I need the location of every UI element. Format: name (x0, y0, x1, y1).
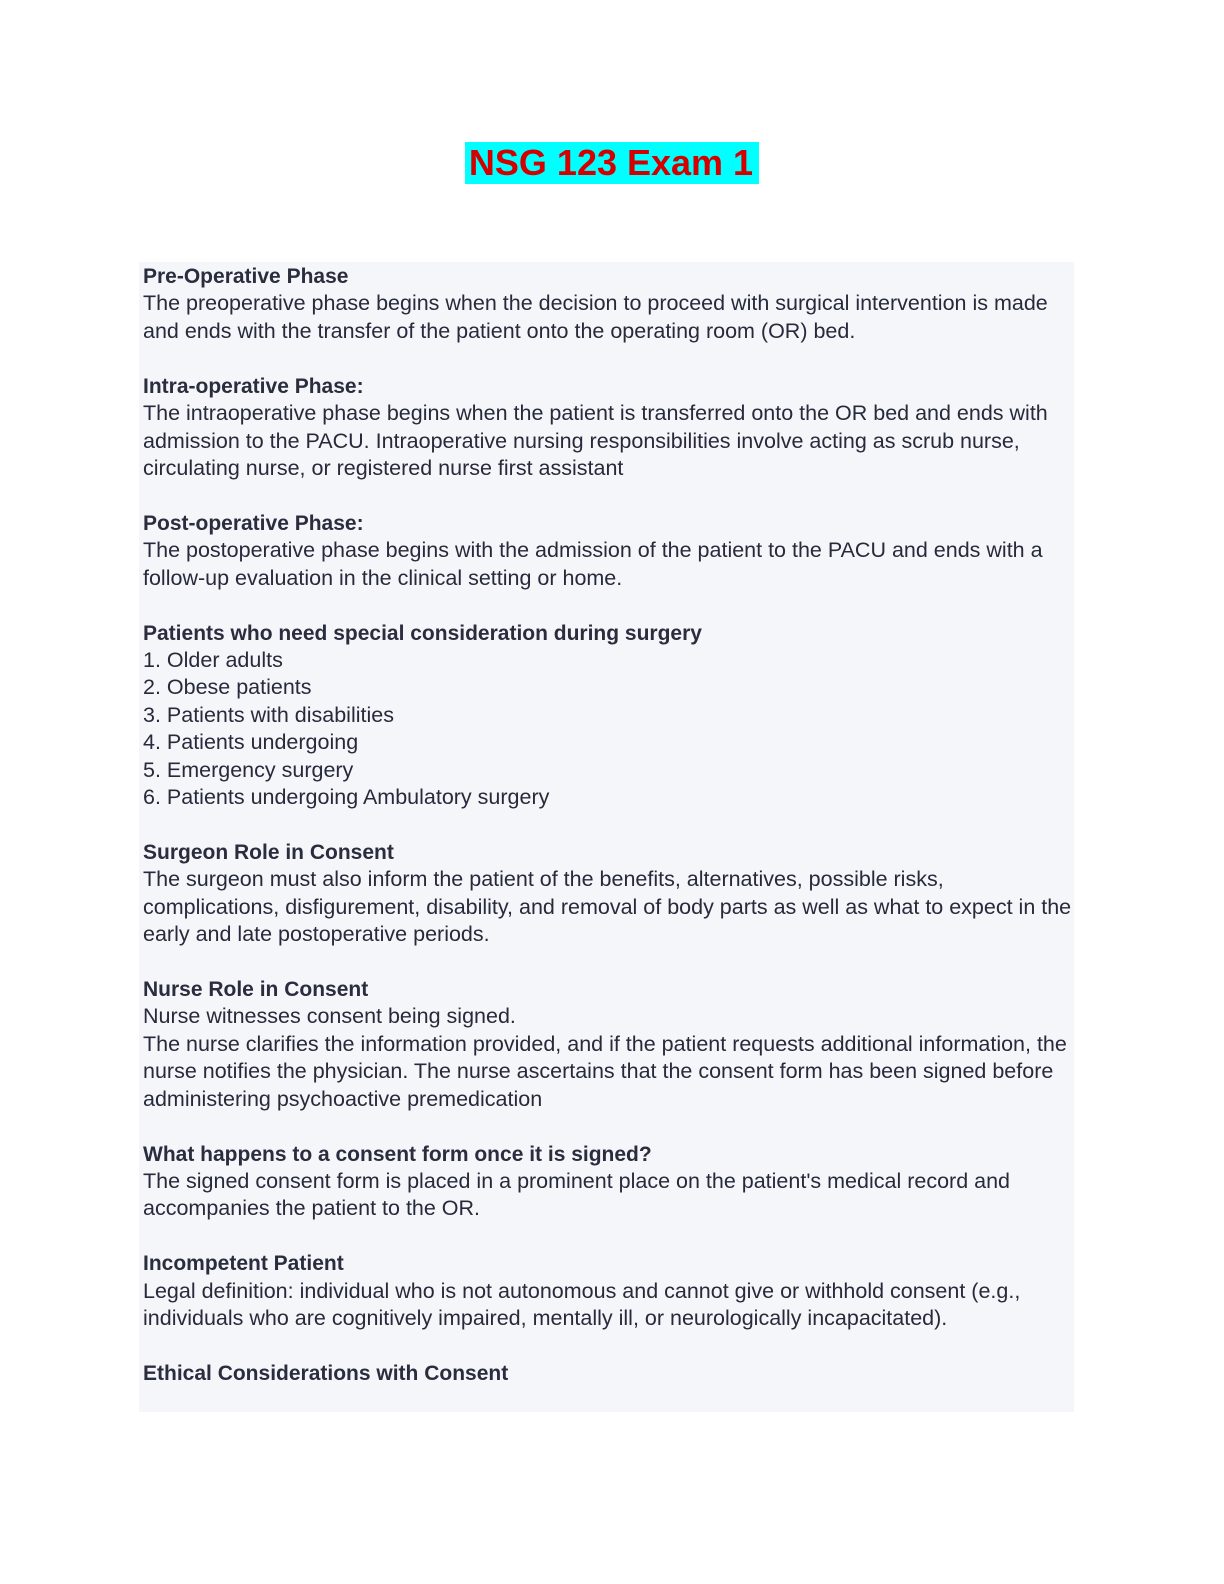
section-intraoperative (143, 373, 1074, 483)
section-heading: What happens to a consent form once it is signed? (143, 1142, 652, 1166)
page-title: NSG 123 Exam 1 (465, 142, 759, 184)
section-heading: Ethical Considerations with Consent (143, 1362, 509, 1385)
section-nurse-role (143, 976, 1074, 1113)
special-consideration-list (143, 647, 1074, 811)
list-item: 3. Patients with disabilities (143, 702, 394, 727)
list-item: 4. Patients undergoing (143, 730, 359, 755)
section-body: The preoperative phase begins when the decision to proceed with surgical intervention is made and ends with the transfer of the patient onto the operating room (OR) bed. (143, 291, 1048, 343)
section-heading: Patients who need special consideration during surgery (143, 621, 702, 645)
section-heading: Nurse Role in Consent (143, 978, 369, 1002)
section-body: The postoperative phase begins with the admission of the patient to the PACU and ends with a follow-up evaluation in the clinical setting or home. (143, 538, 1043, 590)
section-special-consideration (143, 620, 1074, 812)
section-postoperative (143, 510, 1074, 592)
section-heading: Incompetent Patient (143, 1252, 344, 1276)
section-body: The intraoperative phase begins when the patient is transferred onto the OR bed and ends with admission to the PACU. Intraoperative nursing responsibilities involve acting as scrub nurse, circulating nurse, or registered nurse first assistant (143, 401, 1048, 480)
section-heading: Surgeon Role in Consent (143, 840, 394, 864)
section-signed-consent (143, 1141, 1074, 1223)
section-ethical-considerations (143, 1360, 1074, 1387)
title-area (0, 142, 1224, 184)
section-body: The surgeon must also inform the patient of the benefits, alternatives, possible risks, complications, disfigurement, disability, and removal of body parts as well as what to expect in the early and late postoperative periods. (143, 867, 1072, 947)
section-preoperative (143, 263, 1074, 345)
list-item: 5. Emergency surgery (143, 757, 354, 782)
section-body-line: Nurse witnesses consent being signed. (143, 1004, 516, 1029)
section-body: The nurse clarifies the information provided, and if the patient requests additional information, the nurse notifies the physician. The nurse ascertains that the consent form has been signed before administering psychoactive premedication (143, 1031, 1067, 1111)
section-body: The signed consent form is placed in a prominent place on the patient's medical record and accompanies the patient to the OR. (143, 1168, 1010, 1221)
list-item: 1. Older adults (143, 647, 283, 672)
section-heading: Intra-operative Phase: (143, 374, 364, 398)
section-heading: Post-operative Phase: (143, 511, 364, 535)
section-body: Legal definition: individual who is not autonomous and cannot give or withhold consent (e.g., individuals who are cognitively impaired, mentally ill, or neurologically incapacitated). (143, 1278, 1021, 1331)
list-item: 6. Patients undergoing Ambulatory surgery (143, 785, 550, 809)
section-incompetent-patient (143, 1250, 1074, 1332)
list-item: 2. Obese patients (143, 675, 312, 700)
content-panel (139, 262, 1074, 1412)
section-surgeon-role (143, 839, 1074, 949)
section-heading: Pre-Operative Phase (143, 265, 349, 288)
